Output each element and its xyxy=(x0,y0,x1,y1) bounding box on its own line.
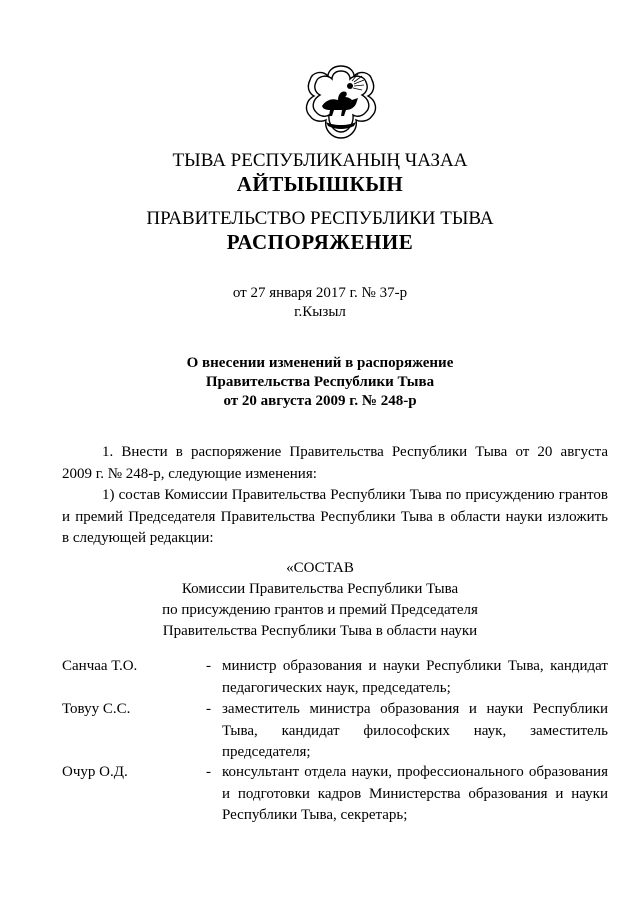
member-description xyxy=(222,656,608,699)
member-description-line: и подготовки кадров Министерства образования и науки xyxy=(222,785,608,802)
paragraph-1-line-2: 2009 г. № 248-р, следующие изменения: xyxy=(62,465,317,482)
paragraph-2 xyxy=(62,485,608,550)
subject-line-2: Правительства Республики Тыва xyxy=(205,374,435,390)
document-date: от 27 января 2017 г. № 37-р xyxy=(232,285,408,301)
member-description xyxy=(222,699,608,764)
composition-line-3: Правительства Республики Тыва в области науки xyxy=(162,623,478,639)
document-city: г.Кызыл xyxy=(294,304,346,320)
government-title: ПРАВИТЕЛЬСТВО РЕСПУБЛИКИ ТЫВА xyxy=(146,208,494,229)
member-name: Очур О.Д. xyxy=(62,764,128,780)
tyva-government-title: ТЫВА РЕСПУБЛИКАНЫҢ ЧАЗАА xyxy=(172,150,468,171)
paragraph-1-line-1: 1. Внести в распоряжение Правительства Республики Тыва от 20 августа xyxy=(102,444,608,460)
paragraph-2-line-1: 1) состав Комиссии Правительства Республики Тыва по присуждению грантов xyxy=(102,487,608,503)
composition-line-1: Комиссии Правительства Республики Тыва xyxy=(181,581,459,597)
member-description-line: педагогических наук, председатель; xyxy=(222,679,451,696)
member-description-line: Республики Тыва, секретарь; xyxy=(222,807,408,823)
tyva-document-type: АЙТЫЫШКЫН xyxy=(236,172,404,196)
document-type: РАСПОРЯЖЕНИЕ xyxy=(226,230,414,254)
paragraph-1 xyxy=(62,442,608,485)
republic-emblem-icon xyxy=(298,60,384,146)
composition-title: «СОСТАВ xyxy=(286,560,354,576)
member-dash: - xyxy=(206,701,211,717)
subject-line-3: от 20 августа 2009 г. № 248-р xyxy=(223,393,417,409)
subject-line-1: О внесении изменений в распоряжение xyxy=(186,355,454,371)
member-description-line: заместитель министра образования и науки Республики xyxy=(222,701,608,717)
composition-line-2: по присуждению грантов и премий Председателя xyxy=(162,602,478,618)
member-description xyxy=(222,762,608,827)
paragraph-2-line-3: в следующей редакции: xyxy=(62,530,214,546)
member-description-line: консультант отдела науки, профессионального образования xyxy=(222,764,608,780)
member-description-line: министр образования и науки Республики Тыва, кандидат xyxy=(222,658,608,674)
member-name: Товуу С.С. xyxy=(62,701,131,717)
member-description-line: председателя; xyxy=(222,744,311,760)
paragraph-2-line-2: и премий Председателя Правительства Республики Тыва в области науки изложить xyxy=(62,508,608,525)
member-dash: - xyxy=(206,658,211,674)
member-name: Санчаа Т.О. xyxy=(62,658,138,674)
member-dash: - xyxy=(206,764,211,780)
member-description-line: Тыва, кандидат философских наук, заместитель xyxy=(222,722,608,739)
